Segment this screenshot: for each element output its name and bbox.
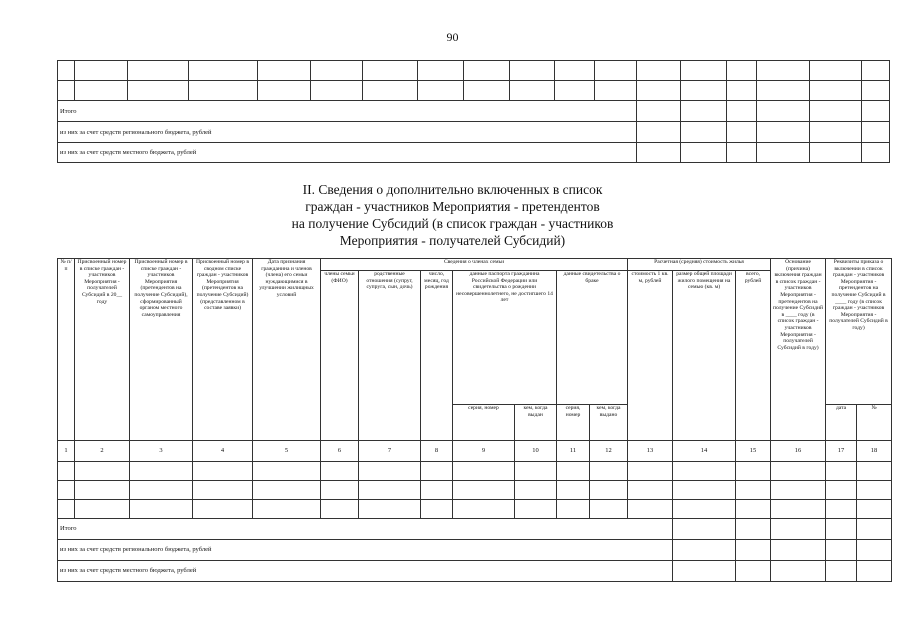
total-label: Итого bbox=[58, 519, 673, 540]
header-cost: Расчетная (средняя) стоимость жилья bbox=[628, 259, 771, 271]
total-row bbox=[58, 519, 892, 540]
header-col-15: всего, рублей bbox=[736, 271, 771, 441]
local-budget-row bbox=[58, 561, 892, 582]
local-budget-row bbox=[58, 143, 890, 163]
column-number: 16 bbox=[771, 441, 826, 462]
column-number: 10 bbox=[515, 441, 557, 462]
regional-budget-label: из них за счет средств регионального бюджета, рублей bbox=[58, 122, 637, 143]
header-family: Сведения о членах семьи bbox=[321, 259, 628, 271]
header-col-9: серия, номер bbox=[453, 405, 515, 441]
regional-budget-row bbox=[58, 122, 890, 143]
section-title-line: граждан - участников Мероприятия - претендентов bbox=[305, 199, 600, 214]
header-col-4: Присвоенный номер в сводном списке граждан - участников Мероприятия (претендентов на получение Субсидий) (представленном в составе заявки) bbox=[193, 259, 253, 441]
column-number-row bbox=[58, 441, 892, 462]
header-row bbox=[58, 259, 892, 271]
header-col-11: серия, номер bbox=[557, 405, 590, 441]
main-table bbox=[57, 258, 892, 582]
local-budget-label: из них за счет средств местного бюджета, рублей bbox=[58, 561, 673, 582]
header-col-7: родственные отношения (супруг, супруга, сын, дочь) bbox=[359, 271, 421, 441]
header-col-6: члены семьи (ФИО) bbox=[321, 271, 359, 441]
regional-budget-label: из них за счет средств регионального бюджета, рублей bbox=[58, 540, 673, 561]
total-label: Итого bbox=[58, 101, 637, 122]
column-number: 11 bbox=[557, 441, 590, 462]
table-row bbox=[58, 481, 892, 500]
table-row bbox=[58, 500, 892, 519]
table-row bbox=[58, 462, 892, 481]
header-col-5: Дата признания гражданина и членов (члена) его семьи нуждающимися в улучшении жилищных условий bbox=[253, 259, 321, 441]
column-number: 8 bbox=[421, 441, 453, 462]
column-number: 7 bbox=[359, 441, 421, 462]
header-col-18: № bbox=[857, 405, 892, 441]
header-col-3: Присвоенный номер в списке граждан - участников Мероприятия (претендентов на получение Субсидий), сформированный органом местного самоуправления bbox=[130, 259, 193, 441]
header-col-16: Основание (причина) включения граждан в список граждан - участников Мероприятия - претендентов на получение Субсидий в ____ году (в список граждан - участников Мероприятия - получателей Субсидий в году) bbox=[771, 259, 826, 441]
header-num: № п/п bbox=[58, 259, 75, 441]
regional-budget-row bbox=[58, 540, 892, 561]
header-col-13: стоимость 1 кв. м, рублей bbox=[628, 271, 673, 441]
header-col-17: дата bbox=[826, 405, 857, 441]
column-number: 5 bbox=[253, 441, 321, 462]
column-number: 13 bbox=[628, 441, 673, 462]
header-passport: данные паспорта гражданина Российской Федерации или свидетельства о рождении несовершеннолетнего, не достигшего 14 лет bbox=[453, 271, 557, 405]
total-row bbox=[58, 101, 890, 122]
header-marriage: данные свидетельства о браке bbox=[557, 271, 628, 405]
page-number: 90 bbox=[446, 30, 459, 44]
table-row bbox=[58, 61, 890, 81]
column-number: 12 bbox=[590, 441, 628, 462]
header-col-8: число, месяц, год рождения bbox=[421, 271, 453, 441]
top-table bbox=[57, 60, 890, 163]
column-number: 6 bbox=[321, 441, 359, 462]
header-requisites: Реквизиты приказа о включении в список граждан - участников Мероприятия - претендентов на получение Субсидий в ____ году (в список граждан - участников Мероприятия - получателей Субсидий в году) bbox=[826, 259, 892, 405]
column-number: 17 bbox=[826, 441, 857, 462]
header-col-12: кем, когда выдано bbox=[590, 405, 628, 441]
section-title bbox=[150, 181, 755, 249]
section-title-line: на получение Субсидий (в список граждан - участников bbox=[291, 216, 614, 231]
column-number: 9 bbox=[453, 441, 515, 462]
table-row bbox=[58, 81, 890, 101]
column-number: 4 bbox=[193, 441, 253, 462]
header-col-10: кем, когда выдан bbox=[515, 405, 557, 441]
section-title-line: Мероприятия - получателей Субсидий) bbox=[339, 233, 566, 248]
column-number: 14 bbox=[673, 441, 736, 462]
column-number: 15 bbox=[736, 441, 771, 462]
column-number: 2 bbox=[75, 441, 130, 462]
column-number: 18 bbox=[857, 441, 892, 462]
section-title-line: II. Сведения о дополнительно включенных в список bbox=[302, 182, 603, 197]
header-col-2: Присвоенный номер в списке граждан - участников Мероприятия - получателей Субсидий в 20__ году bbox=[75, 259, 130, 441]
local-budget-label: из них за счет средств местного бюджета, рублей bbox=[58, 143, 637, 163]
column-number: 1 bbox=[58, 441, 75, 462]
column-number: 3 bbox=[130, 441, 193, 462]
header-col-14: размер общей площади жилого помещения на семью (кв. м) bbox=[673, 271, 736, 441]
